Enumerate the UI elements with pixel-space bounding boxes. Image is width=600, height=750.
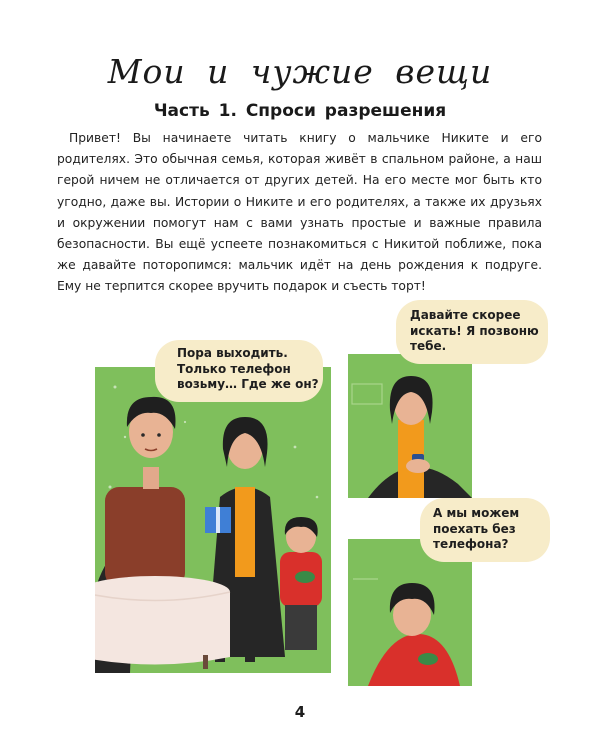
bubble-line: поехать без [433, 521, 516, 536]
table-figure [95, 576, 230, 669]
page-subtitle: Часть 1. Спроси разрешения [153, 101, 447, 121]
mother-phone-illustration [348, 354, 472, 498]
bubble-line: А мы можем [433, 506, 520, 520]
intro-paragraph: Привет! Вы начинаете читать книгу о мальчике Никите и его родителях. Это обычная семья, которая живёт в спальном районе, а наш герой ничем не отличается от других детей. На его месте мог быть кто угодно, даже вы. Истории о Никите и его родителях, а также их друзьях и окружении помогут нам с вами узнать простые и важные правила безопасности. Вы ещё успеете познакомиться с Никитой поближе, пока же давайте поторопимся: мальчик идёт на день рождения к подруге. Ему не терпится скорее вручить подарок и съесть торт! [57, 131, 542, 294]
illustration-panel-family [95, 367, 331, 673]
page-title: Мои и чужие вещи [107, 52, 493, 91]
bubble-line: возьму… Где же он? [177, 377, 319, 391]
bubble-line: Давайте скорее [410, 308, 521, 322]
bubble-line: Только телефон [177, 361, 291, 376]
intro-text [57, 128, 542, 298]
speech-bubble-father [155, 340, 323, 402]
page-number: 4 [294, 703, 306, 721]
speech-bubble-boy [420, 498, 550, 562]
boy-figure [280, 517, 322, 650]
family-illustration [95, 367, 331, 673]
bubble-line: Пора выходить. [177, 346, 288, 360]
illustration-panel-mother [348, 354, 472, 498]
bubble-line: искать! Я позвоню [410, 323, 539, 338]
bubble-line: тебе. [410, 339, 447, 353]
speech-bubble-mother [396, 300, 548, 364]
bubble-line: телефона? [433, 537, 509, 551]
